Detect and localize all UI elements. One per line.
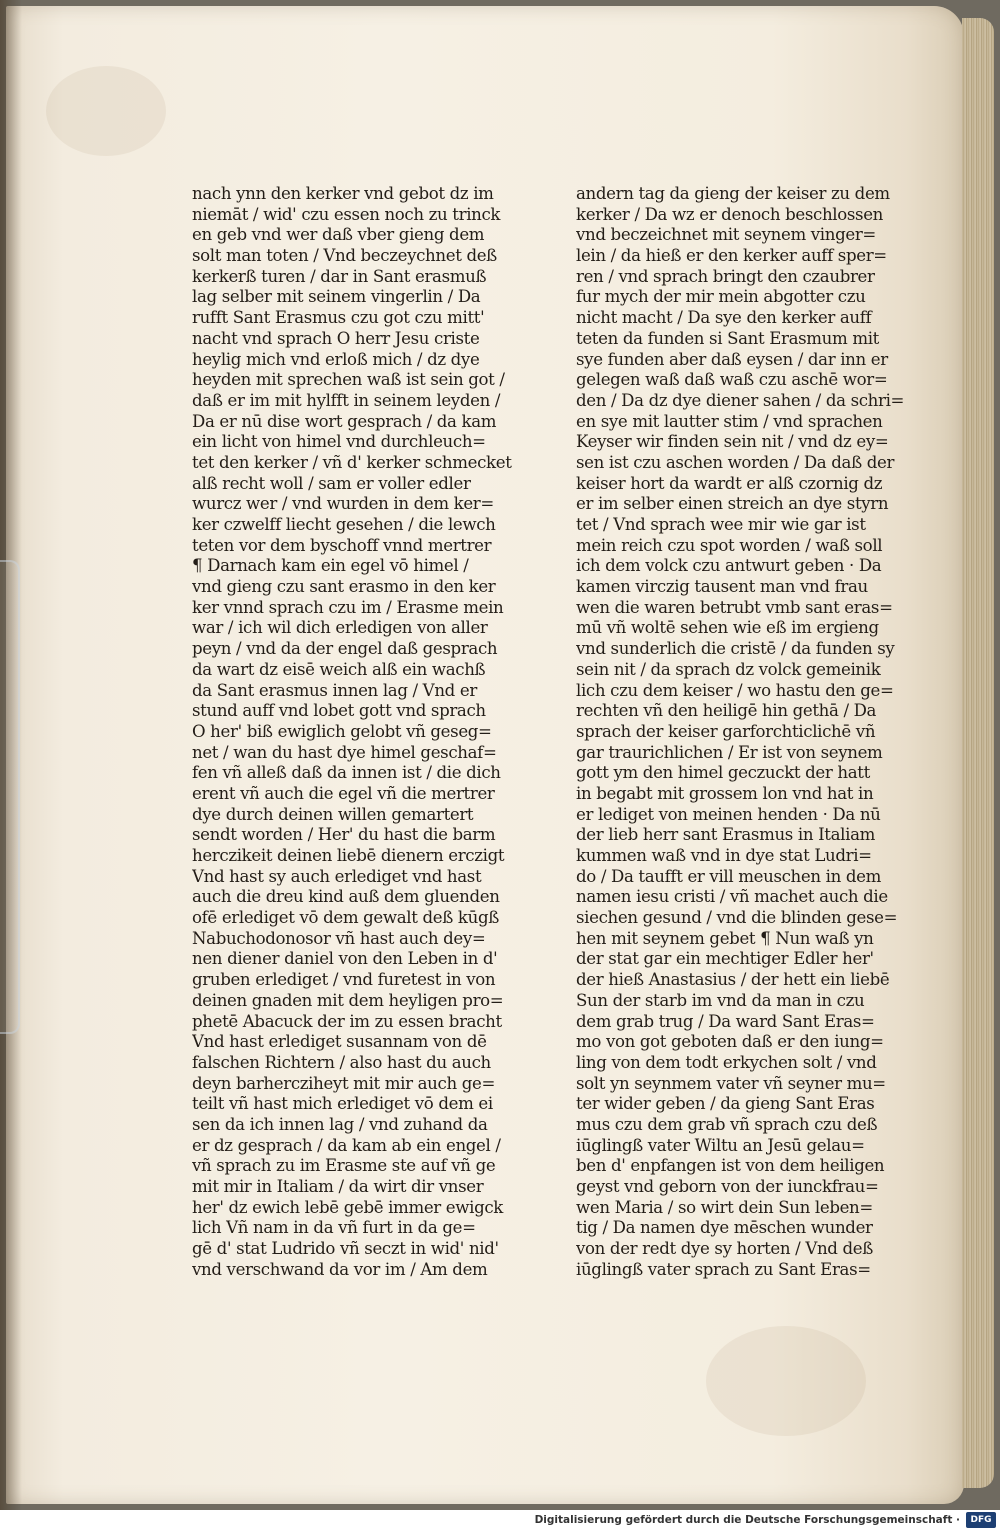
text-line: iūglingß vater sprach zu Sant Eras=: [576, 1259, 871, 1279]
text-line: vnd gieng czu sant erasmo in den ker: [192, 577, 496, 597]
text-line: ker czwelff liecht gesehen / die lewch: [192, 515, 496, 534]
text-line: fen vñ alleß daß da innen ist / die dich: [192, 763, 501, 783]
text-line: andern tag da gieng der keiser zu dem: [576, 184, 890, 203]
text-line: teten da funden si Sant Erasmum mit: [576, 328, 879, 348]
text-line: der hieß Anastasius / der hett ein liebē: [576, 970, 890, 990]
text-line: peyn / vnd da der engel daß gesprach: [192, 639, 498, 659]
text-line: en sye mit lautter stim / vnd sprachen: [576, 411, 883, 431]
text-line: nen diener daniel von den Leben in d': [192, 949, 498, 969]
text-line: sendt worden / Her' du hast die barm: [192, 825, 496, 845]
text-line: her' dz ewich lebē gebē immer ewigck: [192, 1197, 504, 1217]
text-line: lein / da hieß er den kerker auff sper=: [576, 246, 887, 266]
text-line: Da er nū dise wort gesprach / da kam: [192, 411, 497, 431]
text-line: iūglingß vater Wiltu an Jesū gelau=: [576, 1135, 865, 1155]
text-line: net / wan du hast dye himel geschaf=: [192, 742, 497, 762]
text-line: sein nit / da sprach dz volck gemeinik: [576, 659, 881, 679]
text-line: wurcz wer / vnd wurden in dem ker=: [192, 494, 494, 514]
text-line: daß er im mit hylfft in seinem leyden /: [192, 390, 501, 410]
text-line: dem grab trug / Da ward Sant Eras=: [576, 1011, 875, 1031]
text-line: mo von got geboten daß er den iung=: [576, 1032, 884, 1052]
funding-credit: Digitalisierung gefördert durch die Deutsche Forschungsgemeinschaft ·: [534, 1514, 960, 1526]
text-line: niemāt / wid' czu essen noch zu trinck: [192, 204, 501, 224]
text-column-right: [576, 184, 906, 1280]
text-line: heylig mich vnd erloß mich / dz dye: [192, 349, 480, 369]
text-line: tig / Da namen dye mēschen wunder: [576, 1218, 873, 1238]
text-line: stund auff vnd lobet gott vnd sprach: [192, 701, 486, 721]
text-line: gē d' stat Ludrido vñ seczt in wid' nid': [192, 1239, 499, 1259]
text-line: ich dem volck czu antwurt geben · Da: [576, 556, 882, 576]
text-line: lich Vñ nam in da vñ furt in da ge=: [192, 1218, 476, 1238]
text-line: von der redt dye sy horten / Vnd deß: [576, 1239, 873, 1259]
text-line: wen die waren betrubt vmb sant eras=: [576, 597, 893, 617]
text-line: teten vor dem byschoff vnnd mertrer: [192, 535, 492, 555]
text-line: er im selber einen streich an dye styrn: [576, 494, 889, 514]
text-line: vñ sprach zu im Erasme ste auf vñ ge: [192, 1156, 496, 1176]
text-line: den / Da dz dye diener sahen / da schri=: [576, 390, 905, 410]
text-line: wen Maria / so wirt dein Sun leben=: [576, 1197, 873, 1217]
text-line: mit mir in Italiam / da wirt dir vnser: [192, 1177, 484, 1196]
text-line: ein licht von himel vnd durchleuch=: [192, 432, 486, 452]
text-line: er lediget von meinen henden · Da nū: [576, 804, 881, 824]
text-line: tet / Vnd sprach wee mir wie gar ist: [576, 515, 866, 534]
text-line: gott ym den himel geczuckt der hatt: [576, 763, 870, 783]
text-line: mein reich czu spot worden / waß soll: [576, 535, 883, 555]
text-line: war / ich wil dich erledigen von aller: [192, 618, 488, 638]
text-line: fur mych der mir mein abgotter czu: [576, 287, 866, 307]
text-line: do / Da taufft er vill meuschen in dem: [576, 866, 881, 886]
text-line: sprach der keiser garforchticlichē vñ: [576, 721, 876, 741]
text-line: lag selber mit seinem vingerlin / Da: [192, 287, 481, 307]
text-line: tet den kerker / vñ d' kerker schmecket: [192, 452, 512, 472]
dfg-logo: DFG: [966, 1512, 996, 1528]
text-line: ofē erlediget vō dem gewalt deß kūgß: [192, 908, 499, 928]
text-line: rechten vñ den heiligē hin gethā / Da: [576, 701, 877, 721]
text-line: deinen gnaden mit dem heyligen pro=: [192, 990, 504, 1010]
text-line: gruben erlediget / vnd furetest in von: [192, 970, 496, 990]
text-line: da Sant erasmus innen lag / Vnd er: [192, 680, 477, 700]
text-line: hen mit seynem gebet ¶ Nun waß yn: [576, 928, 874, 948]
text-line: auch die dreu kind auß dem gluenden: [192, 887, 500, 907]
text-line: dye durch deinen willen gemartert: [192, 804, 474, 824]
text-line: mū vñ woltē sehen wie eß im ergieng: [576, 618, 879, 638]
text-line: mus czu dem grab vñ sprach czu deß: [576, 1114, 878, 1134]
page-fore-edge: [962, 18, 994, 1488]
text-line: in begabt mit grossem lon vnd hat in: [576, 783, 874, 803]
text-line: herczikeit deinen liebē dienern erczigt: [192, 846, 505, 865]
text-line: der lieb herr sant Erasmus in Italiam: [576, 825, 876, 845]
text-line: geyst vnd geborn von der iunckfrau=: [576, 1177, 879, 1196]
text-column-left: [192, 184, 522, 1280]
text-line: sye funden aber daß eysen / dar inn er: [576, 349, 888, 369]
text-line: deyn barhercziheyt mit mir auch ge=: [192, 1073, 495, 1093]
text-line: namen iesu cristi / vñ machet auch die: [576, 887, 888, 907]
text-line: Vnd hast erlediget susannam von dē: [192, 1032, 487, 1052]
text-line: der stat gar ein mechtiger Edler her': [576, 949, 874, 969]
footer-bar: [0, 1510, 1000, 1531]
text-line: ren / vnd sprach bringt den czaubrer: [576, 266, 875, 286]
text-line: kamen virczig tausent man vnd frau: [576, 577, 868, 597]
text-line: ker vnnd sprach czu im / Erasme mein: [192, 597, 504, 617]
text-line: phetē Abacuck der im zu essen bracht: [192, 1011, 502, 1031]
text-line: nacht vnd sprach O herr Jesu criste: [192, 328, 480, 348]
text-line: Keyser wir finden sein nit / vnd dz ey=: [576, 432, 889, 452]
text-line: ben d' enpfangen ist von dem heiligen: [576, 1156, 885, 1176]
text-line: en geb vnd wer daß vber gieng dem: [192, 225, 485, 245]
text-line: gelegen waß daß waß czu aschē wor=: [576, 370, 888, 390]
text-line: kerker / Da wz er denoch beschlossen: [576, 204, 884, 224]
text-line: sen da ich innen lag / vnd zuhand da: [192, 1114, 488, 1134]
text-line: vnd beczeichnet mit seynem vinger=: [576, 225, 876, 245]
text-line: ¶ Darnach kam ein egel vō himel /: [192, 556, 469, 576]
text-line: kerkerß turen / dar in Sant erasmuß: [192, 266, 487, 286]
text-line: falschen Richtern / also hast du auch: [192, 1052, 491, 1072]
text-line: heyden mit sprechen waß ist sein got /: [192, 370, 505, 390]
text-line: O her' biß ewiglich gelobt vñ geseg=: [192, 721, 492, 741]
text-line: erent vñ auch die egel vñ die mertrer: [192, 783, 495, 803]
text-line: da wart dz eisē weich alß ein wachß: [192, 659, 486, 679]
page-clip: [0, 560, 20, 1034]
text-line: ter wider geben / da gieng Sant Eras: [576, 1094, 875, 1114]
text-line: siechen gesund / vnd die blinden gese=: [576, 908, 898, 928]
text-line: Vnd hast sy auch erlediget vnd hast: [192, 866, 482, 886]
text-line: solt man toten / Vnd beczeychnet deß: [192, 246, 497, 266]
text-line: sen ist czu aschen worden / Da daß der: [576, 452, 895, 472]
text-line: er dz gesprach / da kam ab ein engel /: [192, 1135, 501, 1155]
text-line: vnd sunderlich die cristē / da funden sy: [576, 639, 895, 659]
text-line: nicht macht / Da sye den kerker auff: [576, 308, 872, 328]
text-line: rufft Sant Erasmus czu got czu mitt': [192, 308, 485, 328]
text-line: nach ynn den kerker vnd gebot dz im: [192, 184, 494, 203]
text-line: solt yn seynmem vater vñ seyner mu=: [576, 1073, 886, 1093]
text-line: ling von dem todt erkychen solt / vnd: [576, 1052, 877, 1072]
text-line: Nabuchodonosor vñ hast auch dey=: [192, 928, 486, 948]
text-line: gar traurichlichen / Er ist von seynem: [576, 742, 883, 762]
text-line: teilt vñ hast mich erlediget vō dem ei: [192, 1094, 493, 1114]
text-line: vnd verschwand da vor im / Am dem: [192, 1259, 488, 1279]
text-line: kummen waß vnd in dye stat Ludri=: [576, 846, 872, 865]
text-line: keiser hort da wardt er alß czornig dz: [576, 473, 883, 493]
text-line: Sun der starb im vnd da man in czu: [576, 990, 865, 1010]
text-line: alß recht woll / sam er voller edler: [192, 473, 471, 493]
text-line: lich czu dem keiser / wo hastu den ge=: [576, 680, 894, 700]
